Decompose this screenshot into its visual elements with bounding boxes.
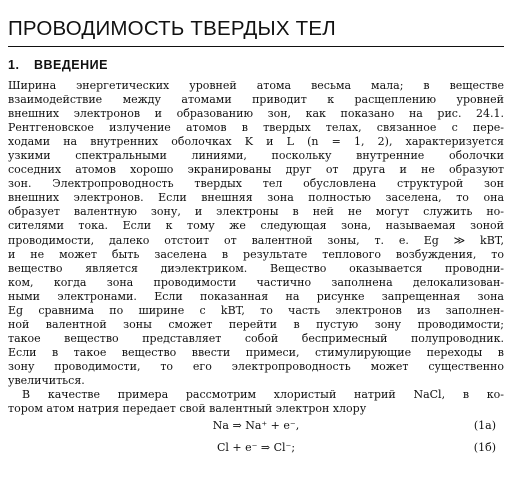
equation-expression: Cl + e⁻ ⇒ Cl⁻;	[216, 441, 296, 455]
body-text	[8, 79, 504, 416]
text-line: узкими спектральными линиями, поскольку внутренние оболочки	[8, 149, 504, 163]
text-line: увеличиться.	[8, 373, 85, 387]
text-line: ком, когда зона проводимости частично заполнена делокализован-	[8, 275, 504, 289]
text-line: сителями тока. Если к тому же следующая зона, называемая зоной	[8, 219, 504, 233]
equation-number: (1a)	[473, 419, 496, 433]
text-line: Рентгеновское излучение атомов в твердых телах, связанное с пере-	[8, 121, 504, 135]
text-line: В качестве примера рассмотрим хлористый натрий NaCl, в ко-	[22, 388, 504, 402]
text-line: ными электронами. Если показанная на рисунке запрещенная зона	[8, 289, 504, 303]
section-number: 1.	[8, 58, 20, 72]
text-line: такое вещество представляет собой беспримесный полупроводник.	[8, 331, 504, 345]
page-title: ПРОВОДИМОСТЬ ТВЕРДЫХ ТЕЛ	[8, 17, 336, 40]
text-line: внешних электронов и образованию зон, как показано на рис. 24.1.	[8, 107, 504, 121]
text-line: Если в такое вещество ввести примеси, стимулирующие переходы в	[8, 345, 504, 359]
text-line: зону проводимости, то его электропроводность может существенно	[8, 359, 504, 373]
section-heading	[8, 57, 502, 73]
text-line: вещество является диэлектриком. Вещество оказывается проводни-	[8, 261, 504, 275]
text-line: зон. Электропроводность твердых тел обусловлена структурой зон	[8, 177, 504, 191]
section-title: ВВЕДЕНИЕ	[34, 58, 108, 72]
text-line: образует валентную зону, и электроны в ней не могут служить но-	[8, 205, 504, 219]
text-line: внешних электронов. Если внешняя зона полностью заселена, то она	[8, 191, 504, 205]
text-line: Eg сравнима по ширине с kBT, то часть электронов из заполнен-	[8, 303, 504, 317]
text-line: Ширина энергетических уровней атома весьма мала; в веществе	[8, 79, 504, 92]
text-line: ходами на внутренних оболочках K и L (n = 1, 2), характеризуется	[8, 135, 504, 149]
text-line: ной валентной зоны сможет перейти в пустую зону проводимости;	[8, 317, 504, 331]
title-rule	[8, 46, 504, 47]
text-line: и не может быть заселена в результате теплового возбуждения, то	[8, 247, 504, 261]
equation-1a	[8, 416, 504, 438]
equation-expression: Na ⇒ Na⁺ + e⁻,	[212, 419, 300, 433]
equation-1b	[8, 438, 504, 460]
equation-number: (1б)	[473, 441, 496, 455]
text-line: соседних атомов хорошо экранированы друг от друга и не образуют	[8, 163, 504, 177]
text-line: взаимодействие между атомами приводит к расщеплению уровней	[8, 93, 504, 107]
text-line: тором атом натрия передает свой валентный электрон хлору	[8, 402, 367, 416]
text-line: проводимости, далеко отстоит от валентной зоны, т. е. Eg ≫ kBT,	[8, 233, 504, 247]
